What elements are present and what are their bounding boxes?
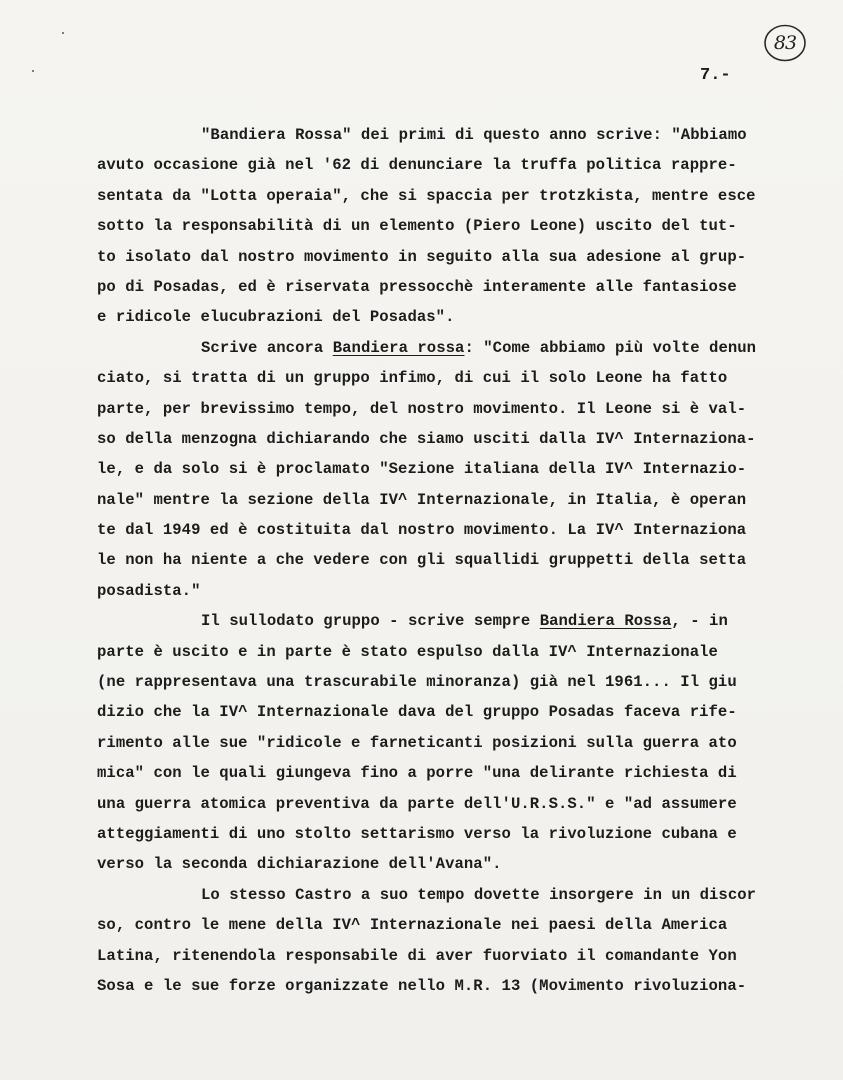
text-line: le non ha niente a che vedere con gli squallidi gruppetti della setta bbox=[97, 551, 747, 570]
text-line: Il sullodato gruppo - scrive sempre Bandiera Rossa, - in bbox=[201, 612, 728, 631]
text-line: nale" mentre la sezione della IV^ Internazionale, in Italia, è operan bbox=[97, 490, 747, 509]
text-line: "Bandiera Rossa" dei primi di questo anno scrive: "Abbiamo bbox=[201, 126, 747, 144]
text-line: te dal 1949 ed è costituita dal nostro movimento. La IV^ Internaziona bbox=[97, 521, 747, 540]
text-line: avuto occasione già nel '62 di denunciare la truffa politica rappre- bbox=[97, 156, 737, 175]
text-line: parte è uscito e in parte è stato espulso dalla IV^ Internazionale bbox=[97, 642, 718, 661]
text-line: po di Posadas, ed è riservata pressocchè interamente alle fantasiose bbox=[97, 277, 737, 296]
text-line: sentata da "Lotta operaia", che si spaccia per trotzkista, mentre esce bbox=[97, 186, 756, 205]
scan-speck bbox=[62, 32, 64, 34]
text-line: posadista." bbox=[97, 581, 201, 600]
archive-stamp bbox=[762, 22, 808, 64]
text-line: una guerra atomica preventiva da parte dell'U.R.S.S." e "ad assumere bbox=[97, 794, 737, 813]
text-line: e ridicole elucubrazioni del Posadas". bbox=[97, 308, 455, 327]
underlined-title: Bandiera rossa bbox=[332, 338, 465, 357]
text-line: dizio che la IV^ Internazionale dava del gruppo Posadas faceva rife- bbox=[97, 703, 737, 722]
text-line: so, contro le mene della IV^ Internazionale nei paesi della America bbox=[97, 916, 728, 935]
text-line: (ne rappresentava una trascurabile minoranza) già nel 1961... Il giu bbox=[97, 673, 737, 692]
text-line: sotto la responsabilità di un elemento (Piero Leone) uscito del tut- bbox=[97, 217, 737, 236]
archive-stamp-number: 83 bbox=[773, 32, 797, 54]
text-line: Lo stesso Castro a suo tempo dovette insorgere in un discor bbox=[201, 885, 757, 904]
text-line: mica" con le quali giungeva fino a porre "una delirante richiesta di bbox=[97, 764, 737, 783]
underlined-title: Bandiera Rossa bbox=[539, 612, 672, 631]
text-line: atteggiamenti di uno stolto settarismo verso la rivoluzione cubana e bbox=[97, 824, 737, 843]
body-text bbox=[97, 120, 787, 1001]
text-line: rimento alle sue "ridicole e farneticanti posizioni sulla guerra ato bbox=[97, 733, 737, 752]
page-number: 7.- bbox=[700, 66, 731, 85]
text-line: parte, per brevissimo tempo, del nostro movimento. Il Leone si è val- bbox=[97, 399, 747, 418]
text-line: le, e da solo si è proclamato "Sezione italiana della IV^ Internazio- bbox=[97, 460, 747, 479]
text-line: to isolato dal nostro movimento in seguito alla sua adesione al grup- bbox=[97, 247, 747, 266]
text-line: Sosa e le sue forze organizzate nello M.R. 13 (Movimento rivoluziona- bbox=[97, 976, 747, 995]
text-line: ciato, si tratta di un gruppo infimo, di cui il solo Leone ha fatto bbox=[97, 369, 728, 388]
text-line: Scrive ancora Bandiera rossa: "Come abbiamo più volte denun bbox=[201, 338, 757, 357]
scan-speck bbox=[32, 70, 34, 72]
text-line: Latina, ritenendola responsabile di aver fuorviato il comandante Yon bbox=[97, 946, 737, 965]
text-line: so della menzogna dichiarando che siamo usciti dalla IV^ Internaziona- bbox=[97, 429, 756, 448]
text-line: verso la seconda dichiarazione dell'Avana". bbox=[97, 855, 502, 874]
